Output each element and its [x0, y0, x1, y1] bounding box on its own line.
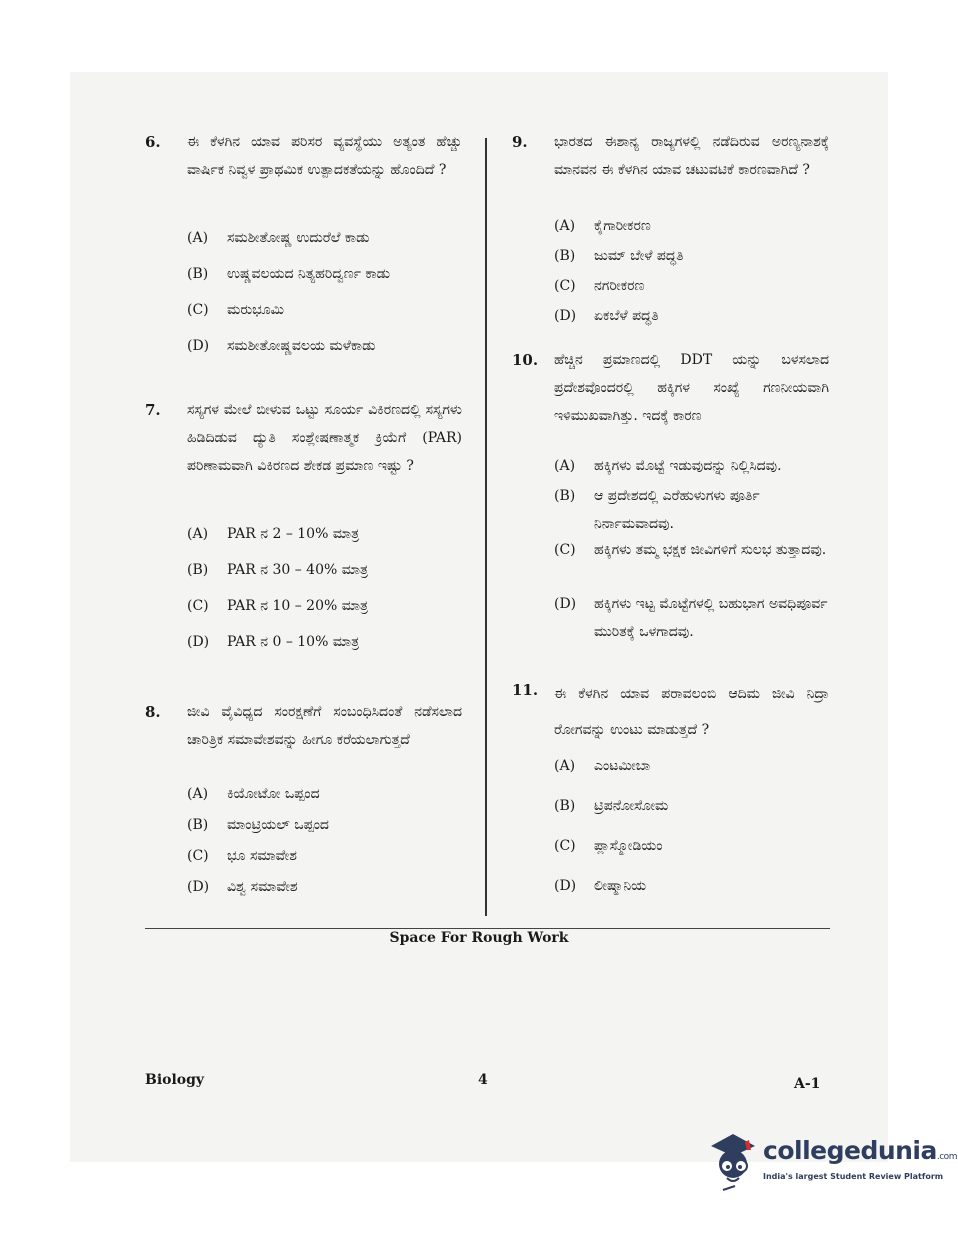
logo-wordmark: collegedunia.com: [763, 1136, 957, 1165]
question-text: ಈ ಕೆಳಗಿನ ಯಾವ ಪರಾವಲಂಬಿ ಆದಿಮ ಜೀವಿ ನಿದ್ರಾ ರೋಗವನ್ನು ಉಂಟು ಮಾಡುತ್ತದೆ ?: [554, 686, 829, 738]
footer-paper-code: A-1: [794, 1076, 821, 1092]
option-b: (B) PAR ನ 30 – 40% ಮಾತ್ರ: [187, 562, 369, 578]
question-number: 8.: [145, 703, 161, 721]
question-number: 10.: [512, 351, 539, 369]
option-a: (A) ಹಕ್ಕಿಗಳು ಮೊಟ್ಟೆ ಇಡುವುದನ್ನು ನಿಲ್ಲಿಸಿದವು.: [554, 458, 782, 474]
mascot-graduation-cap-icon: [705, 1128, 759, 1194]
rough-work-divider: [145, 928, 830, 929]
option-d: (D) PAR ನ 0 – 10% ಮಾತ್ರ: [187, 634, 360, 650]
logo-tagline: India's largest Student Review Platform: [763, 1172, 944, 1181]
option-a: (A) PAR ನ 2 – 10% ಮಾತ್ರ: [187, 526, 360, 542]
option-d: (D) ವಿಶ್ವ ಸಮಾವೇಶ: [187, 879, 298, 895]
question-number: 7.: [145, 401, 161, 419]
option-c: (C) ಭೂ ಸಮಾವೇಶ: [187, 848, 297, 864]
option-c: (C) ಮರುಭೂಮಿ: [187, 302, 285, 318]
option-a: (A) ಕೈಗಾರೀಕರಣ: [554, 218, 651, 234]
option-a: (A) ಎಂಟಮೀಬಾ: [554, 758, 651, 774]
option-c: (C) ಹಕ್ಕಿಗಳು ತಮ್ಮ ಭಕ್ಷಕ ಜೀವಿಗಳಿಗೆ ಸುಲಭ ತುತ್ತಾದವು.: [554, 542, 827, 558]
question-text: ಈ ಕೆಳಗಿನ ಯಾವ ಪರಿಸರ ವ್ಯವಸ್ಥೆಯು ಅತ್ಯಂತ ಹೆಚ್ಚು ವಾರ್ಷಿಕ ನಿವ್ವಳ ಪ್ರಾಥಮಿಕ ಉತ್ಪಾದಕತೆಯನ್ನು ಹೊಂದಿದೆ ?: [187, 134, 462, 178]
collegedunia-logo[interactable]: [705, 1128, 957, 1198]
question-text: ಹೆಚ್ಚಿನ ಪ್ರಮಾಣದಲ್ಲಿ DDT ಯನ್ನು ಬಳಸಲಾದ ಪ್ರದೇಶವೊಂದರಲ್ಲಿ ಹಕ್ಕಿಗಳ ಸಂಖ್ಯೆ ಗಣನೀಯವಾಗಿ ಇಳಿಮುಖವಾಗಿತ್ತು. ಇದಕ್ಕೆ ಕಾರಣ: [554, 352, 829, 424]
option-b: (B) ಟ್ರಿಪನೋಸೋಮ: [554, 798, 669, 814]
rough-work-label: Space For Rough Work: [389, 930, 569, 946]
question-text: ಭಾರತದ ಈಶಾನ್ಯ ರಾಜ್ಯಗಳಲ್ಲಿ ನಡೆದಿರುವ ಅರಣ್ಯನಾಶಕ್ಕೆ ಮಾನವನ ಈ ಕೆಳಗಿನ ಯಾವ ಚಟುವಟಿಕೆ ಕಾರಣವಾಗಿದೆ ?: [554, 134, 829, 178]
footer-subject: Biology: [145, 1072, 205, 1088]
question-number: 6.: [145, 133, 161, 151]
option-b: (B) ಉಷ್ಣವಲಯದ ನಿತ್ಯಹರಿದ್ವರ್ಣ ಕಾಡು: [187, 266, 391, 282]
option-d: (D) ಲೀಷ್ಮಾನಿಯ: [554, 878, 647, 894]
question-number: 9.: [512, 133, 528, 151]
footer-page-number: 4: [478, 1072, 488, 1088]
question-text: ಸಸ್ಯಗಳ ಮೇಲೆ ಬೀಳುವ ಒಟ್ಟು ಸೂರ್ಯ ವಿಕಿರಣದಲ್ಲಿ ಸಸ್ಯಗಳು ಹಿಡಿದಿಡುವ ದ್ಯುತಿ ಸಂಶ್ಲೇಷಣಾತ್ಮಕ ಕ್ರಿಯೆಗೆ (PAR) ಪರಿಣಾಮವಾಗಿ ವಿಕಿರಣದ ಶೇಕಡ ಪ್ರಮಾಣ ಇಷ್ಟು ?: [187, 402, 462, 474]
option-a: (A) ಕಿಯೋಟೋ ಒಪ್ಪಂದ: [187, 786, 320, 802]
option-d: (D) ಸಮಶೀತೋಷ್ಣವಲಯ ಮಳೆಕಾಡು: [187, 338, 376, 354]
question-number: 11.: [512, 681, 539, 699]
option-c: (C) ಪ್ಲಾಸ್ಮೋಡಿಯಂ: [554, 838, 663, 854]
option-b: (B) ಜುಮ್ ಬೇಳೆ ಪದ್ಧತಿ: [554, 248, 684, 264]
option-c: (C) ನಗರೀಕರಣ: [554, 278, 645, 294]
column-divider: [485, 138, 487, 916]
option-a: (A) ಸಮಶೀತೋಷ್ಣ ಉದುರೆಲೆ ಕಾಡು: [187, 230, 370, 246]
option-c: (C) PAR ನ 10 – 20% ಮಾತ್ರ: [187, 598, 369, 614]
option-d: (D) ಏಕಬೆಳೆ ಪದ್ಧತಿ: [554, 308, 659, 324]
option-b: (B) ಮಾಂಟ್ರಿಯಲ್ ಒಪ್ಪಂದ: [187, 817, 329, 833]
option-b: (B) ಆ ಪ್ರದೇಶದಲ್ಲಿ ಎರೆಹುಳುಗಳು ಪೂರ್ತಿ ನಿರ್ನಾಮವಾದವು.: [554, 488, 760, 532]
question-text: ಜೀವಿ ವೈವಿಧ್ಯದ ಸಂರಕ್ಷಣೆಗೆ ಸಂಬಂಧಿಸಿದಂತೆ ನಡೆಸಲಾದ ಚಾರಿತ್ರಿಕ ಸಮಾವೇಶವನ್ನು ಹೀಗೂ ಕರೆಯಲಾಗುತ್ತದೆ: [187, 704, 462, 748]
option-d: (D) ಹಕ್ಕಿಗಳು ಇಟ್ಟ ಮೊಟ್ಟೆಗಳಲ್ಲಿ ಬಹುಭಾಗ ಅವಧಿಪೂರ್ವ ಮುರಿತಕ್ಕೆ ಒಳಗಾದವು.: [554, 596, 828, 640]
